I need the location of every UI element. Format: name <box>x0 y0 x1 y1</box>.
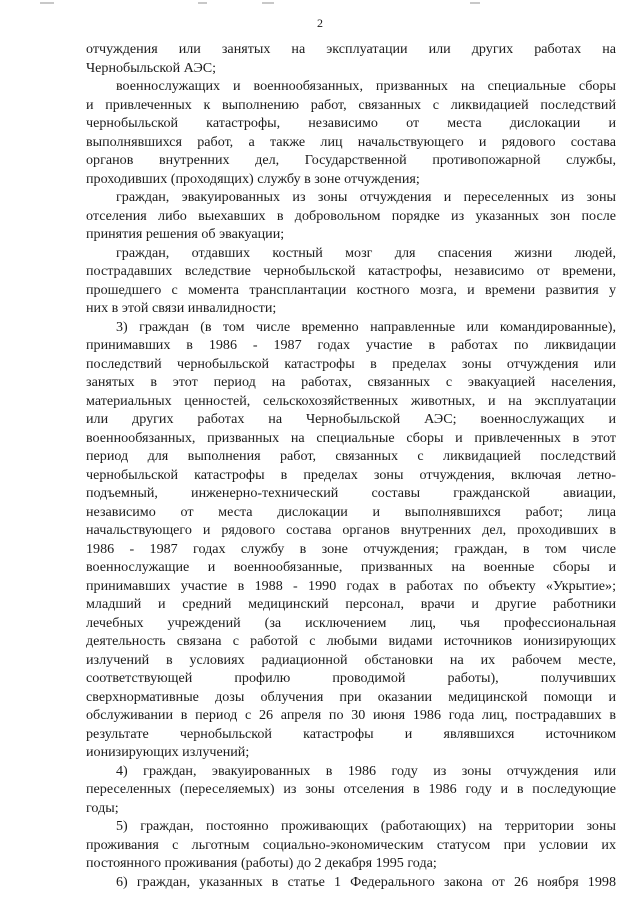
text-line: младший и средний медицинский персонал, врачи и другие работники <box>86 596 616 612</box>
text-line: деятельность связана с работой с любыми видами источников ионизирующих <box>86 633 616 649</box>
text-line: них в этой связи инвалидности; <box>86 300 277 316</box>
page-number: 2 <box>317 16 323 30</box>
paragraph <box>86 762 616 818</box>
text-line: независимо от места дислокации и выполнявшихся работ; лица <box>86 503 616 520</box>
paragraph <box>86 77 616 188</box>
paragraph <box>86 244 616 318</box>
text-line: чернобыльской катастрофы в пределах зоны отчуждения, включая летно- <box>86 466 616 483</box>
text-line: период для выполнения работ, связанных с ликвидацией последствий <box>86 448 616 464</box>
text-line: отчуждения или занятых на эксплуатации или других работах на <box>86 41 616 57</box>
text-line: лечебных учреждений (за исключением лиц, чья профессиональная <box>86 614 616 631</box>
text-line: или других работах на Чернобыльской АЭС; военнослужащих и <box>86 411 616 427</box>
text-line: 4) граждан, эвакуированных в 1986 году из зоны отчуждения или <box>116 762 616 779</box>
paragraph <box>86 873 616 892</box>
scan-artifact <box>262 2 274 4</box>
text-line: излучений в условиях радиационной обстановки на их рабочем месте, <box>86 651 616 668</box>
text-line: граждан, отдавших костный мозг для спасения жизни людей, <box>116 244 616 261</box>
text-line: граждан, эвакуированных из зоны отчуждения и переселенных из зоны <box>116 189 616 205</box>
text-line: начальствующего и рядового состава органов внутренних дел, проходивших в <box>86 522 616 538</box>
text-line: военнослужащие и военнообязанные, призванных на военные сборы и <box>86 559 616 575</box>
paragraph <box>86 318 616 762</box>
text-line: годы; <box>86 799 119 816</box>
text-line: занятых в этот период на работах, связанных с эвакуацией населения, <box>86 374 616 390</box>
text-line: выполнявшихся работ, а также лиц начальствующего и рядового состава <box>86 133 616 150</box>
text-line: чернобыльской катастрофы, независимо от места дислокации и <box>86 115 616 131</box>
text-line: результате чернобыльской катастрофы и являвшихся источником <box>86 725 616 742</box>
text-line: переселенных (переселяемых) из зоны отселения в 1986 году и в последующие <box>86 781 616 797</box>
text-line: отселения либо выехавших в добровольном порядке из указанных зон после <box>86 207 616 224</box>
scan-artifact <box>40 2 54 4</box>
text-line: военнообязанных, призванных на специальные сборы и привлеченных в этот <box>86 429 616 446</box>
text-line: обслуживании в период с 26 апреля по 30 июня 1986 года лиц, пострадавших в <box>86 707 616 723</box>
text-line: подъемный, инженерно-технический составы гражданской авиации, <box>86 485 616 501</box>
text-line: постоянного проживания (работы) до 2 декабря 1995 года; <box>86 855 437 871</box>
text-line: органов внутренних дел, Государственной противопожарной службы, <box>86 152 616 168</box>
text-line: последствий чернобыльской катастрофы в пределах зоны отчуждения или <box>86 355 616 372</box>
text-line: 6) граждан, указанных в статье 1 Федерального закона от 26 ноября 1998 <box>116 873 616 890</box>
text-line: военнослужащих и военнообязанных, призванных на специальные сборы <box>116 78 616 94</box>
text-line: принимавших в 1986 - 1987 годах участие в работах по ликвидации <box>86 337 616 353</box>
text-line: 1986 - 1987 годах службу в зоне отчуждения; граждан, в том числе <box>86 540 616 557</box>
text-line: проживания с льготным социально-экономическим статусом при условии их <box>86 836 616 853</box>
paragraph <box>86 188 616 244</box>
text-line: принятия решения об эвакуации; <box>86 226 285 242</box>
document-body <box>86 40 616 891</box>
text-line: пострадавших вследствие чернобыльской катастрофы, независимо от времени, <box>86 263 616 279</box>
text-line: 3) граждан (в том числе временно направленные или командированные), <box>116 318 616 335</box>
text-line: ионизирующих излучений; <box>86 744 250 760</box>
text-line: материальных ценностей, сельскохозяйственных животных, и на эксплуатации <box>86 392 616 409</box>
text-line: принимавших участие в 1988 - 1990 годах в работах по объекту «Укрытие»; <box>86 577 616 594</box>
text-line: и привлеченных к выполнению работ, связанных с ликвидацией последствий <box>86 96 616 113</box>
paragraph <box>86 817 616 873</box>
text-line: 5) граждан, постоянно проживающих (работающих) на территории зоны <box>116 818 616 834</box>
text-line: соответствующей профилю проводимой работы), получивших <box>86 670 616 686</box>
text-line: Чернобыльской АЭС; <box>86 59 217 76</box>
text-line: сверхнормативные дозы облучения при оказании медицинской помощи и <box>86 688 616 705</box>
paragraph <box>86 40 616 77</box>
text-line: проходивших (проходящих) службу в зоне отчуждения; <box>86 170 420 187</box>
scan-artifact <box>470 2 480 4</box>
scan-artifact <box>198 2 207 4</box>
text-line: прошедшего с момента трансплантации костного мозга, и времени развития у <box>86 281 616 298</box>
